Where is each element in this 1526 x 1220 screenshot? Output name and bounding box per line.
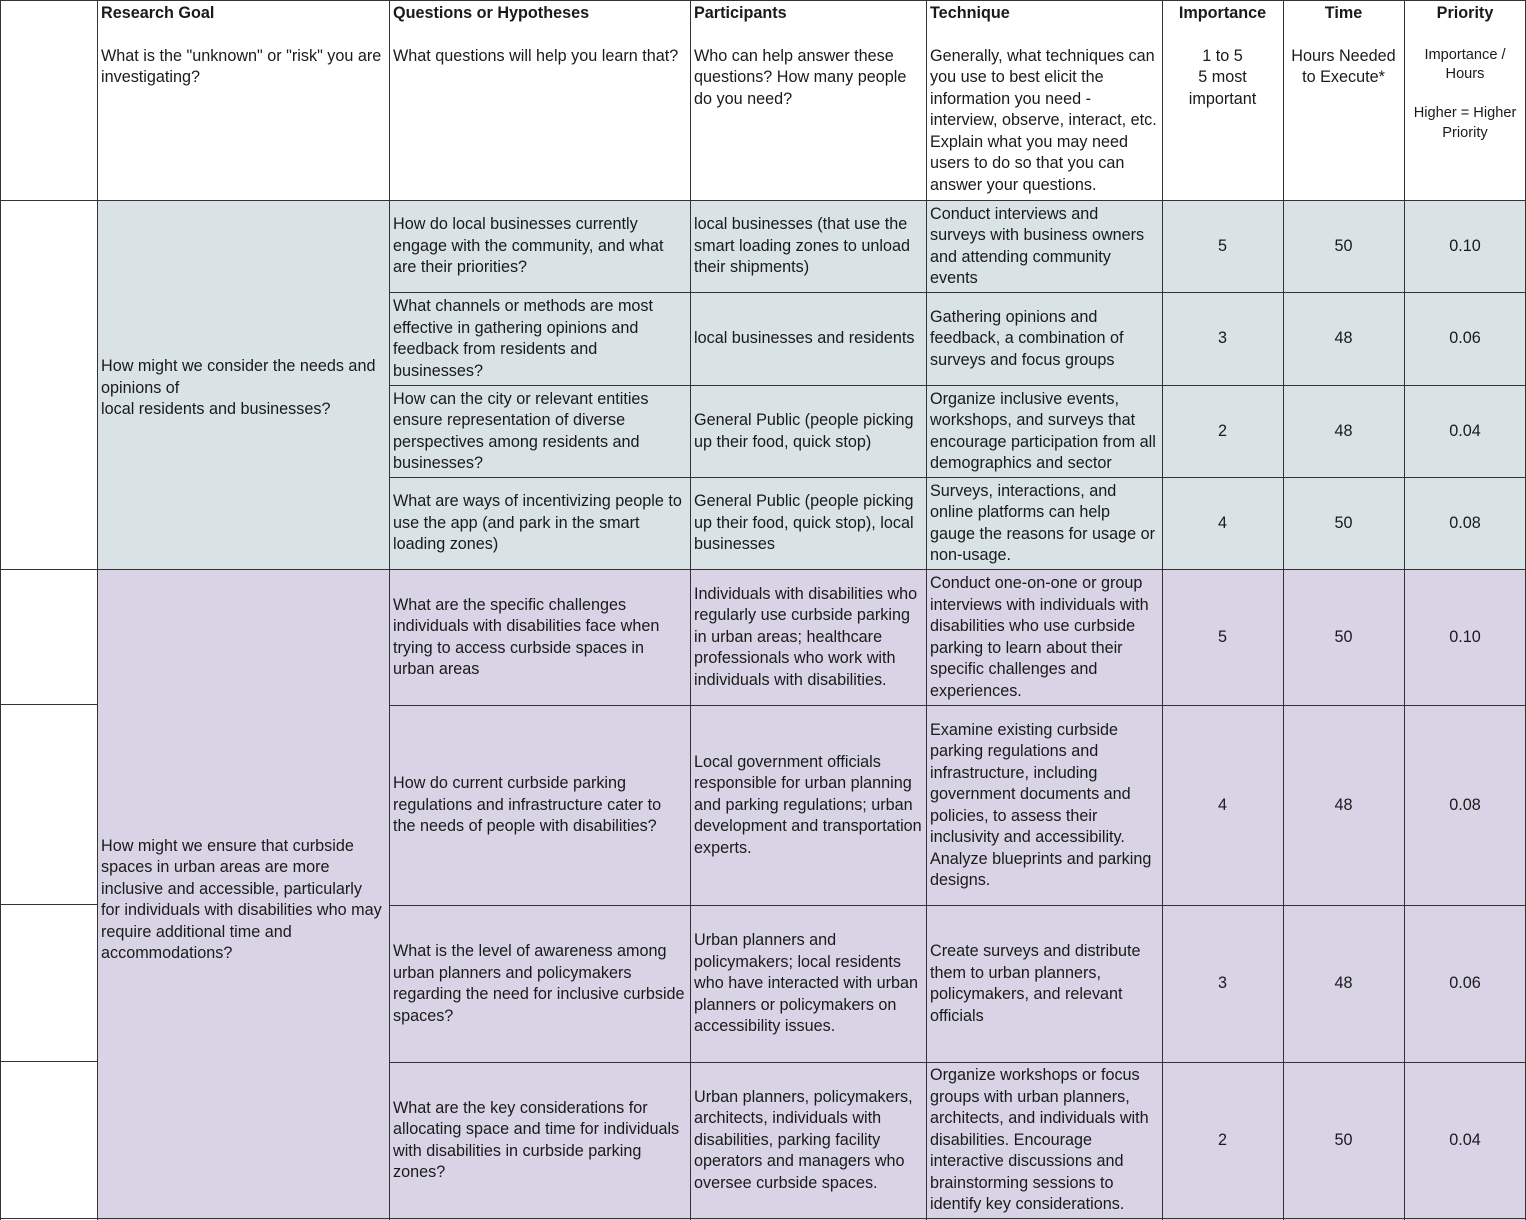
technique-cell: Examine existing curbside parking regulations and infrastructure, including government documents and policies, to assess their inclusivity and accessibility. Analyze blueprints and parking designs. (930, 720, 1152, 889)
time-value: 50 (1334, 627, 1353, 646)
question-cell: How do current curbside parking regulations and infrastructure cater to the needs of people with disabilities? (393, 774, 662, 836)
question-cell: How do local businesses currently engage with the community, and what are their priorities? (393, 215, 664, 277)
participants-cell: Local government officials responsible for urban planning and parking regulations; urban development and transportation experts. (694, 752, 922, 857)
technique-cell: Surveys, interactions, and online platforms can help gauge the reasons for usage or non-usage. (930, 481, 1155, 564)
priority-value: 0.06 (1449, 974, 1481, 993)
question-cell: How can the city or relevant entities ensure representation of diverse perspectives among residents and businesses? (393, 389, 649, 472)
priority-value: 0.04 (1449, 421, 1481, 440)
technique-cell: Organize workshops or focus groups with urban planners, architects, and individuals with disabilities. Encourage interactive discussions and brainstorming sessions to identify key considerations. (930, 1066, 1149, 1214)
header-time-subtitle: Hours Needed to Execute* (1291, 46, 1396, 86)
header-priority-title: Priority (1436, 4, 1494, 22)
priority-value: 0.04 (1449, 1130, 1481, 1149)
time-value: 48 (1334, 974, 1353, 993)
participants-cell: General Public (people picking up their food, quick stop), local businesses (694, 492, 914, 554)
importance-value: 3 (1217, 974, 1227, 993)
header-technique-title: Technique (930, 4, 1010, 22)
header-participants-title: Participants (694, 4, 787, 22)
header-technique (926, 0, 1162, 201)
time-value: 50 (1334, 236, 1353, 255)
header-questions (389, 0, 690, 201)
header-importance-subtitle: 1 to 5 5 most important (1188, 46, 1257, 108)
importance-value: 5 (1217, 236, 1227, 255)
header-importance-title: Importance (1178, 4, 1267, 22)
participants-cell: local businesses (that use the smart loading zones to unload their shipments) (694, 215, 910, 277)
priority-value: 0.08 (1449, 513, 1481, 532)
technique-cell: Create surveys and distribute them to urban planners, policymakers, and relevant officials (930, 942, 1141, 1025)
participants-cell: Urban planners, policymakers, architects, individuals with disabilities, parking facility operators and managers who oversee curbside spaces. (694, 1087, 913, 1192)
time-value: 50 (1334, 513, 1353, 532)
question-cell: What are the key considerations for allocating space and time for individuals with disabilities in curbside parking zones? (393, 1098, 680, 1181)
participants-cell: Urban planners and policymakers; local residents who have interacted with urban planners or policymakers on accessibility issues. (694, 931, 919, 1036)
importance-value: 4 (1217, 513, 1227, 532)
priority-value: 0.08 (1449, 795, 1481, 814)
importance-value: 2 (1217, 1130, 1227, 1149)
technique-cell: Conduct one-on-one or group interviews with individuals with disabilities who use curbside parking to learn about their specific challenges and experiences. (930, 574, 1149, 700)
header-participants (690, 0, 926, 201)
question-cell: What channels or methods are most effective in gathering opinions and feedback from residents and businesses? (393, 297, 654, 380)
importance-value: 3 (1217, 329, 1227, 348)
header-participants-subtitle: Who can help answer these questions? How many people do you need? (694, 46, 907, 108)
header-importance (1162, 0, 1283, 201)
time-value: 48 (1334, 329, 1353, 348)
header-priority (1404, 0, 1526, 201)
time-value: 48 (1334, 421, 1353, 440)
priority-value: 0.10 (1449, 236, 1481, 255)
participants-cell: local businesses and residents (694, 329, 915, 348)
header-questions-title: Questions or Hypotheses (393, 4, 590, 22)
technique-cell: Organize inclusive events, workshops, and surveys that encourage participation from all demographics and sector (930, 389, 1156, 472)
header-technique-subtitle: Generally, what techniques can you use to best elicit the information you need - interview, observe, interact, etc. Explain what you may need users to do so that you can answer your questions. (930, 46, 1157, 194)
header-time (1283, 0, 1404, 201)
header-research-goal-title: Research Goal (101, 4, 215, 22)
research-goal-cell: How might we ensure that curbside spaces in urban areas are more inclusive and accessible, particularly for individuals with disabilities who may require additional time and accommodations? (101, 836, 382, 962)
priority-value: 0.06 (1449, 329, 1481, 348)
participants-cell: Individuals with disabilities who regularly use curbside parking in urban areas; healthcare professionals who work with individuals with disabilities. (694, 584, 918, 689)
technique-cell: Gathering opinions and feedback, a combination of surveys and focus groups (930, 307, 1124, 369)
importance-value: 2 (1217, 421, 1227, 440)
header-research-goal (97, 0, 389, 201)
participants-cell: General Public (people picking up their food, quick stop) (694, 411, 914, 451)
header-questions-subtitle: What questions will help you learn that? (393, 46, 679, 65)
importance-value: 4 (1217, 795, 1227, 814)
research-goal-cell: How might we consider the needs and opinions of local residents and businesses? (101, 357, 376, 419)
technique-cell: Conduct interviews and surveys with business owners and attending community events (930, 204, 1145, 287)
header-priority-subtitle: Importance / Hours Higher = Higher Priority (1413, 46, 1517, 141)
header-time-title: Time (1324, 4, 1363, 22)
time-value: 50 (1334, 1130, 1353, 1149)
question-cell: What are the specific challenges individuals with disabilities face when trying to access curbside spaces in urban areas (393, 595, 660, 678)
question-cell: What is the level of awareness among urban planners and policymakers regarding the need for inclusive curbside spaces? (393, 942, 685, 1025)
priority-value: 0.10 (1449, 627, 1481, 646)
header-research-goal-subtitle: What is the "unknown" or "risk" you are investigating? (101, 46, 382, 86)
time-value: 48 (1334, 795, 1353, 814)
importance-value: 5 (1217, 627, 1227, 646)
question-cell: What are ways of incentivizing people to use the app (and park in the smart loading zones) (393, 492, 682, 554)
